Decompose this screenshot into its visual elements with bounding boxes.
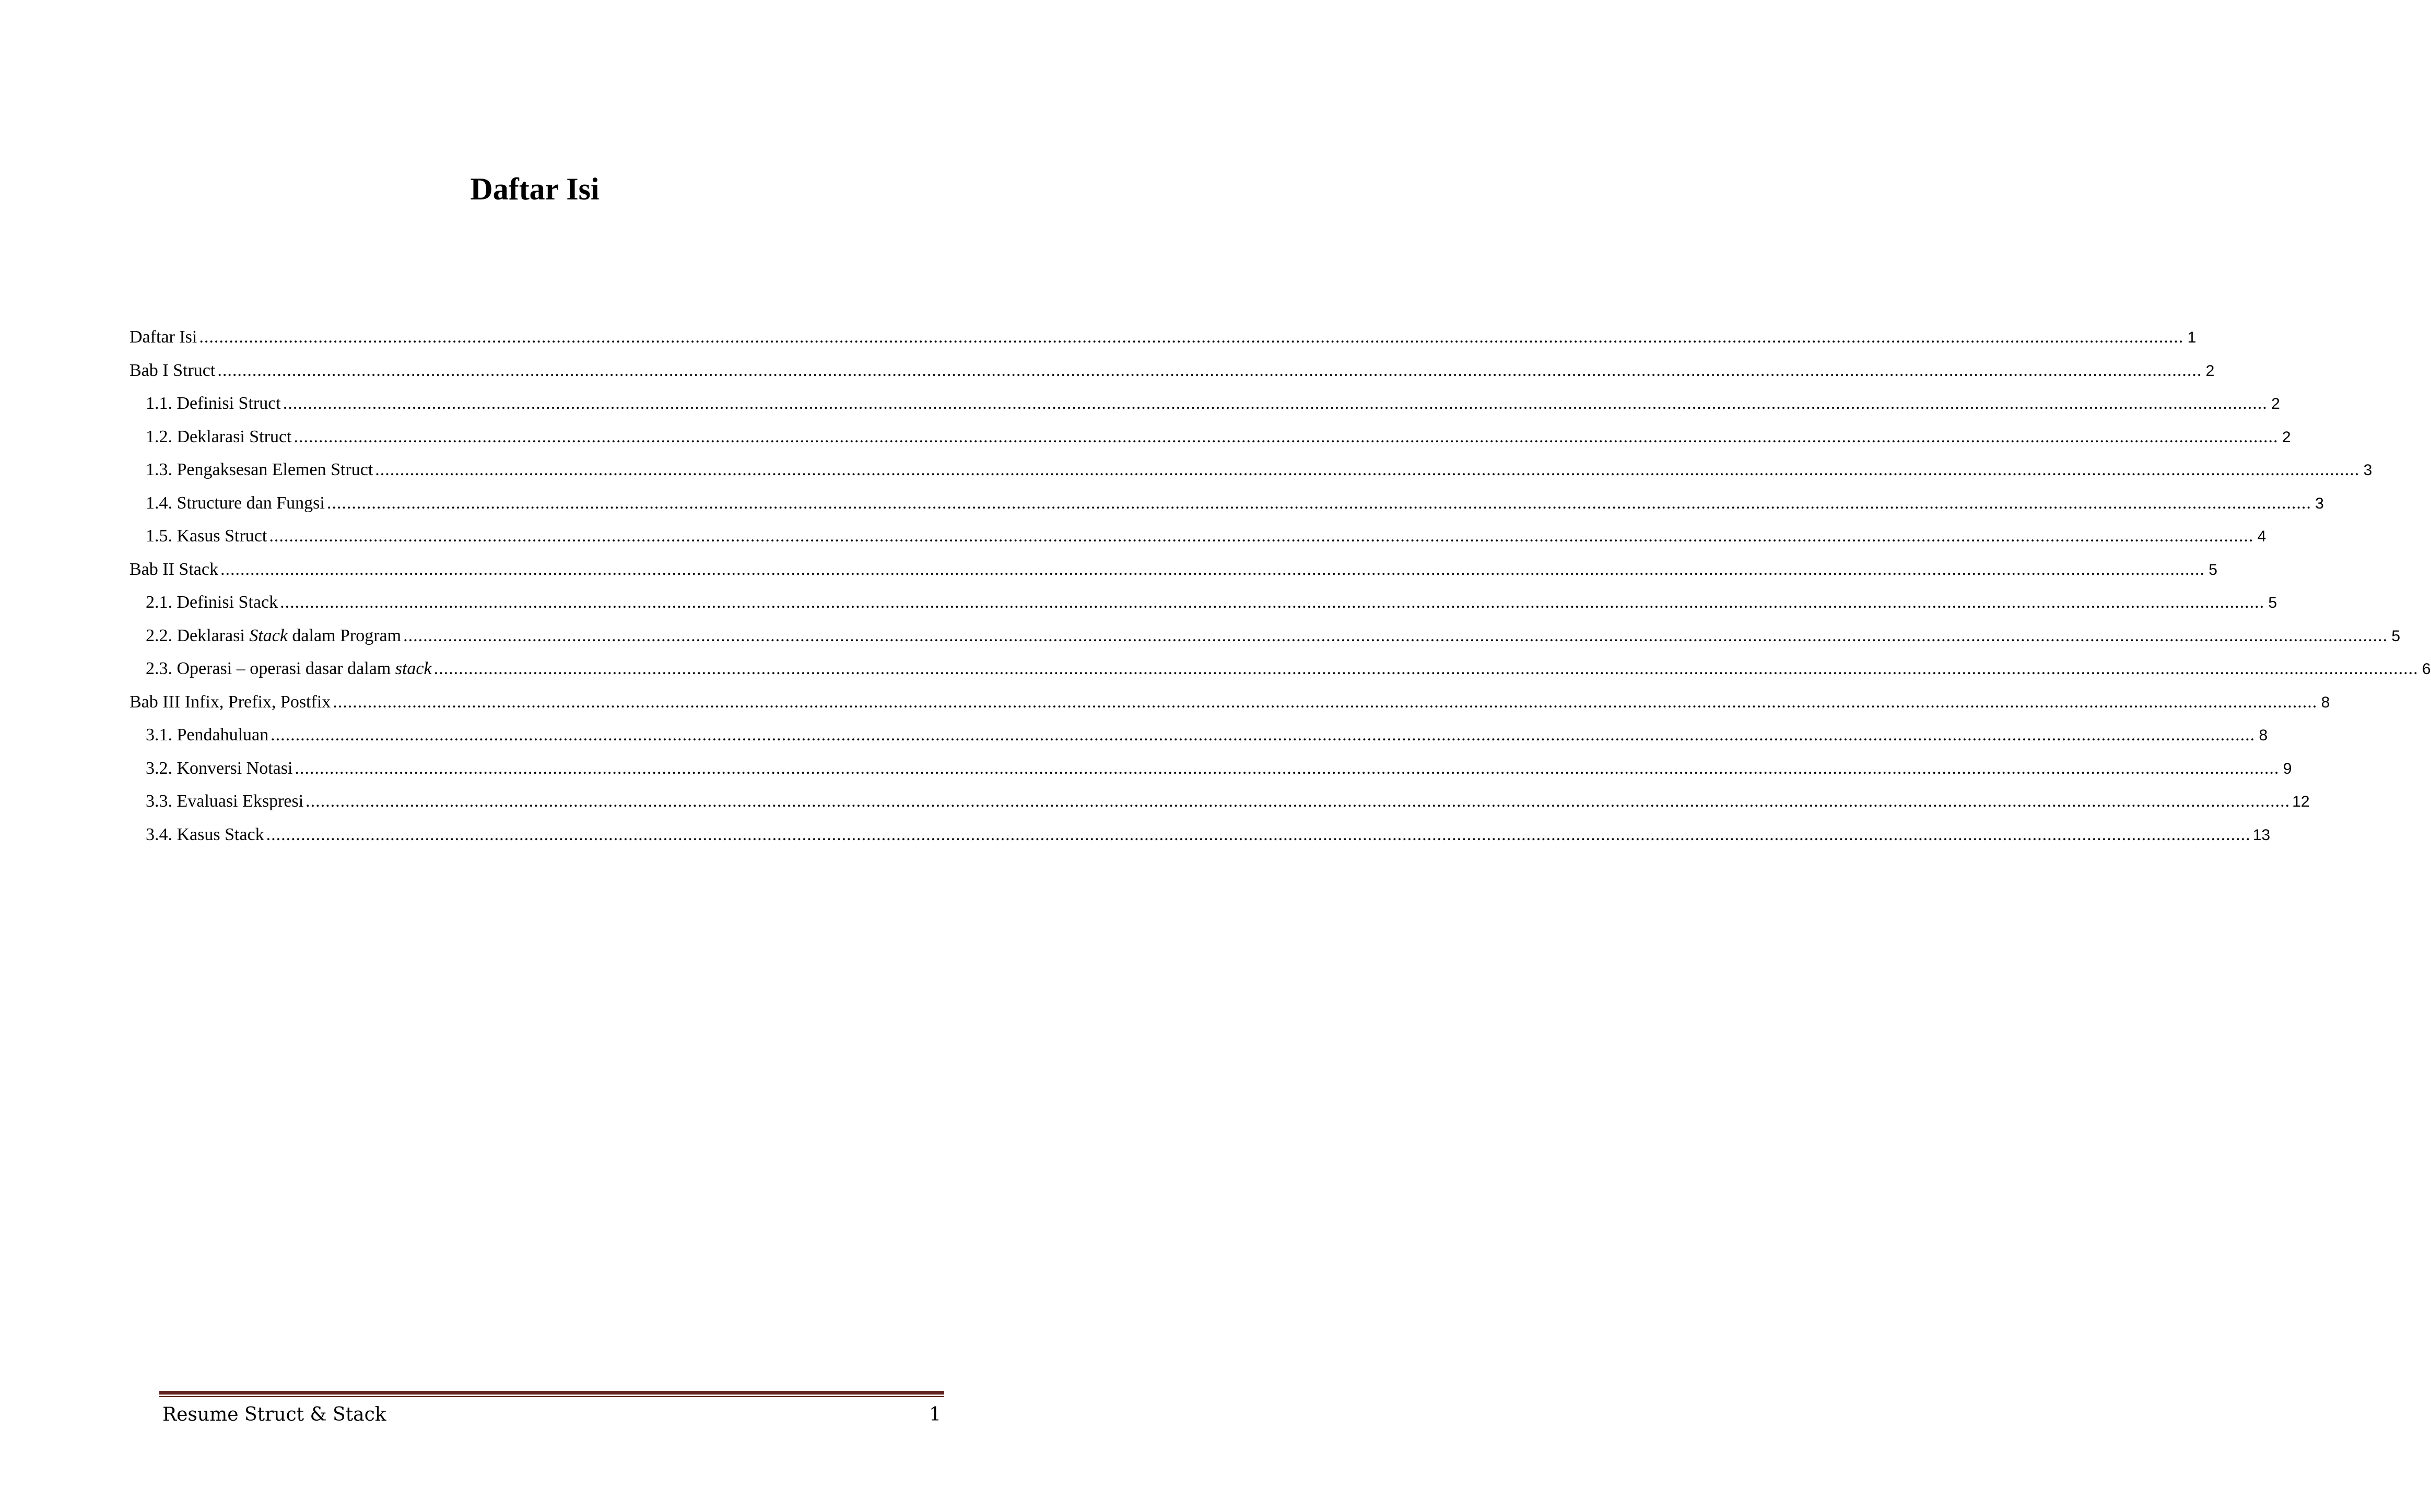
dot-leader: ................................................................................................................................................................................................................................................................................................................................................................................................................ xyxy=(433,659,2418,678)
dot-leader: ................................................................................................................................................................................................................................................................................................................................................................................................................ xyxy=(220,559,2205,579)
toc-entry[interactable] xyxy=(130,487,2324,520)
toc-entry[interactable] xyxy=(130,420,2291,454)
label-part-italic: Stack xyxy=(249,625,288,645)
toc-entry[interactable] xyxy=(130,519,2266,553)
toc-entry-page: 2 xyxy=(2205,362,2215,380)
dot-leader: ................................................................................................................................................................................................................................................................................................................................................................................................................ xyxy=(295,758,2280,778)
page-footer xyxy=(162,1402,941,1427)
toc-entry-page: 4 xyxy=(2257,528,2266,545)
toc-entry-page: 5 xyxy=(2268,594,2277,611)
dot-leader: ................................................................................................................................................................................................................................................................................................................................................................................................................ xyxy=(403,625,2388,645)
dot-leader: ................................................................................................................................................................................................................................................................................................................................................................................................................ xyxy=(333,692,2318,712)
footer-title: Resume Struct & Stack xyxy=(162,1404,386,1425)
dot-leader: ................................................................................................................................................................................................................................................................................................................................................................................................................ xyxy=(306,792,2291,811)
toc-entry[interactable] xyxy=(130,619,2401,653)
toc-entry[interactable] xyxy=(130,818,2271,852)
toc-entry-page: 3 xyxy=(2315,494,2324,512)
dot-leader: ................................................................................................................................................................................................................................................................................................................................................................................................................ xyxy=(269,526,2254,546)
toc-entry-label: 1.2. Deklarasi Struct xyxy=(146,427,292,446)
label-part-italic: stack xyxy=(395,659,432,678)
page-title: Daftar Isi xyxy=(470,172,600,206)
toc-entry-label: 1.1. Definisi Struct xyxy=(146,394,281,413)
toc-entry-page: 12 xyxy=(2292,793,2310,810)
dot-leader: ................................................................................................................................................................................................................................................................................................................................................................................................................ xyxy=(280,593,2265,612)
toc-entry[interactable] xyxy=(130,553,2217,586)
toc-entry-page: 1 xyxy=(2187,329,2197,346)
toc-entry-label: Daftar Isi xyxy=(130,327,197,347)
dot-leader: ................................................................................................................................................................................................................................................................................................................................................................................................................ xyxy=(283,394,2268,413)
toc-entry[interactable] xyxy=(130,652,2431,686)
toc-entry-label: 3.1. Pendahuluan xyxy=(146,725,269,745)
label-part: 2.3. Operasi – operasi dasar dalam xyxy=(146,659,395,678)
toc-entry[interactable] xyxy=(130,453,2373,487)
toc-entry[interactable] xyxy=(130,718,2268,752)
dot-leader: ................................................................................................................................................................................................................................................................................................................................................................................................................ xyxy=(326,493,2311,513)
footer-page-number: 1 xyxy=(929,1404,941,1425)
dot-leader: ................................................................................................................................................................................................................................................................................................................................................................................................................ xyxy=(217,360,2202,380)
dot-leader: ................................................................................................................................................................................................................................................................................................................................................................................................................ xyxy=(293,427,2279,446)
toc-entry-page: 2 xyxy=(2271,395,2280,412)
toc-entry-page: 9 xyxy=(2283,760,2292,777)
toc-entry-page: 2 xyxy=(2282,428,2291,446)
toc-entry[interactable] xyxy=(130,586,2277,619)
toc-entry-label: 1.3. Pengaksesan Elemen Struct xyxy=(146,460,373,479)
toc-entry[interactable] xyxy=(130,752,2292,785)
toc-entry-page: 5 xyxy=(2209,561,2217,578)
toc-entry-label: 2.1. Definisi Stack xyxy=(146,593,278,612)
label-part: 2.2. Deklarasi xyxy=(146,625,250,645)
footer-rule-thin xyxy=(159,1396,944,1397)
toc-entry-label: 3.4. Kasus Stack xyxy=(146,824,264,844)
toc-entry-label: 3.3. Evaluasi Ekspresi xyxy=(146,792,304,811)
toc-entry-page: 8 xyxy=(2321,693,2330,711)
label-part: dalam Program xyxy=(287,625,402,645)
toc-entry-page: 13 xyxy=(2252,826,2271,844)
toc-entry-page: 5 xyxy=(2391,627,2401,645)
toc-entry-label: 1.5. Kasus Struct xyxy=(146,526,267,546)
dot-leader: ................................................................................................................................................................................................................................................................................................................................................................................................................ xyxy=(266,824,2251,844)
toc-entry-label: Bab II Stack xyxy=(130,559,218,579)
toc-entry-label: Bab I Struct xyxy=(130,360,216,380)
toc-entry-label: Bab III Infix, Prefix, Postfix xyxy=(130,692,331,712)
toc-entry-label xyxy=(146,619,401,653)
toc-entry-label: 3.2. Konversi Notasi xyxy=(146,758,293,778)
toc-entry[interactable] xyxy=(130,387,2280,420)
toc-entry[interactable] xyxy=(130,785,2310,818)
toc-entry[interactable] xyxy=(130,354,2215,387)
toc-entry-page: 3 xyxy=(2363,462,2373,479)
toc-entry-page: 6 xyxy=(2422,660,2431,678)
dot-leader: ................................................................................................................................................................................................................................................................................................................................................................................................................ xyxy=(199,327,2184,347)
toc-entry-label xyxy=(146,652,432,686)
dot-leader: ................................................................................................................................................................................................................................................................................................................................................................................................................ xyxy=(271,725,2256,745)
table-of-contents xyxy=(130,321,2431,851)
toc-entry[interactable] xyxy=(130,321,2197,354)
toc-entry-label: 1.4. Structure dan Fungsi xyxy=(146,493,325,513)
footer-rule xyxy=(159,1391,944,1397)
toc-entry[interactable] xyxy=(130,686,2330,719)
footer-rule-thick xyxy=(159,1391,944,1395)
dot-leader: ................................................................................................................................................................................................................................................................................................................................................................................................................ xyxy=(375,460,2360,479)
toc-entry-page: 8 xyxy=(2259,727,2268,744)
